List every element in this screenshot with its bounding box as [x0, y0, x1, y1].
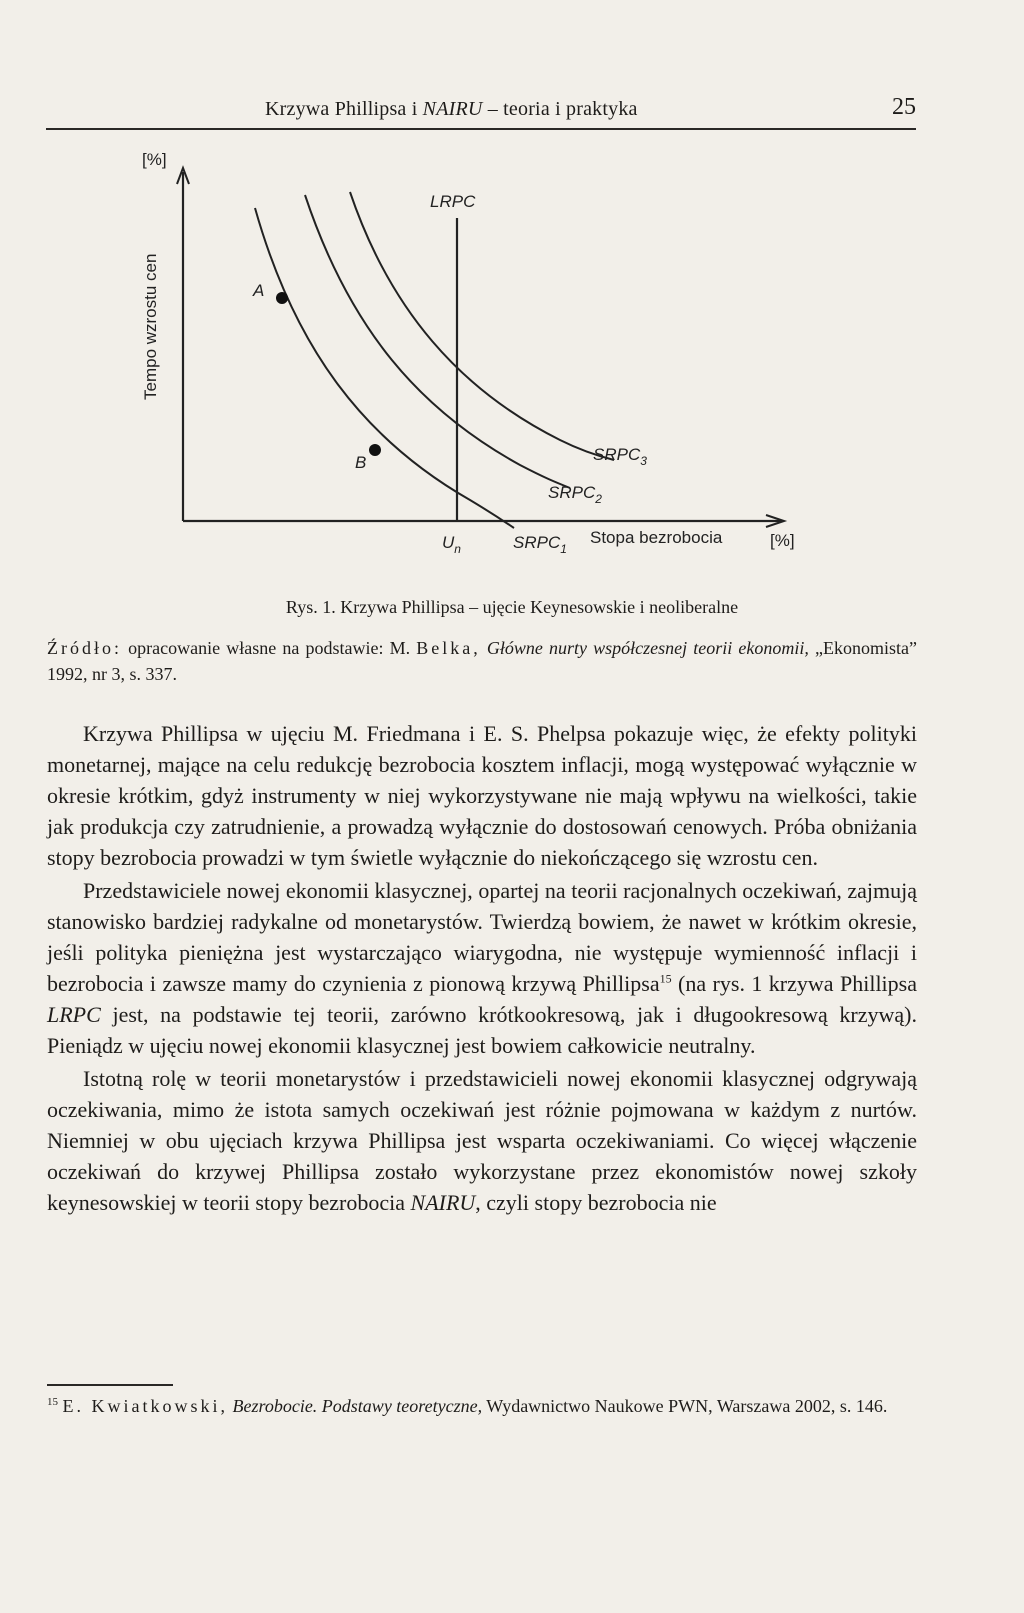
running-title-prefix: Krzywa Phillipsa i: [265, 98, 418, 120]
phillips-curve-figure: [120, 150, 840, 580]
x-axis-label: Stopa bezrobocia: [590, 528, 723, 547]
source-author: Belka,: [416, 638, 481, 658]
running-header: [46, 92, 916, 130]
y-axis-unit: [%]: [142, 150, 167, 169]
running-title-nairu: NAIRU: [422, 98, 483, 120]
point-b-marker: [369, 444, 381, 456]
footnote-author: E. Kwiatkowski,: [62, 1396, 228, 1416]
paragraph-3-part-a: Istotną rolę w teorii monetarystów i przedstawicieli nowej ekonomii klasycznej odgrywają oczekiwania, mimo że istota samych oczekiwań jest różnie pojmowana w każdym z nurtów. Niemniej w obu ujęciach krzywa Phillipsa jest wsparta oczekiwaniami. Co więcej włączenie oczekiwań do krzywej Phillipsa zostało wykorzystane przez ekonomistów nowej szkoły keynesowskiej w teorii stopy bezrobocia: [47, 1066, 917, 1215]
running-title-suffix: – teoria i praktyka: [487, 98, 638, 120]
srpc1-curve: [255, 208, 514, 528]
srpc3-curve: [350, 192, 614, 460]
srpc3-label: $SRPC_3$: [593, 445, 647, 468]
point-b-label: B: [355, 453, 367, 472]
main-text: [47, 718, 917, 1220]
footnote-rule: [47, 1384, 173, 1386]
page-number: 25: [892, 94, 916, 120]
paragraph-2-lrpc: LRPC: [47, 1002, 101, 1027]
footnote-publisher: Wydawnictwo Naukowe PWN, Warszawa 2002, s. 146.: [486, 1396, 888, 1416]
paragraph-2-part-a: Przedstawiciele nowej ekonomii klasycznej, opartej na teorii racjonalnych oczekiwań, zajmują stanowisko bardziej radykalne od monetarystów. Twierdzą bowiem, że nawet w krótkim okresie, jeśli polityka pieniężna jest wystarczająco wiarygodna, nie występuje wymienność inflacji i bezrobocia i zawsze mamy do czynienia z pionową krzywą Phillipsa: [47, 878, 917, 996]
un-label: $U_n$: [442, 533, 461, 556]
source-title: Główne nurty współczesnej teorii ekonomii,: [486, 638, 809, 658]
y-axis-label: Tempo wzrostu cen: [141, 253, 160, 400]
paragraph-1: Krzywa Phillipsa w ujęciu M. Friedmana i E. S. Phelpsa pokazuje więc, że efekty polityki monetarnej, mające na celu redukcję bezrobocia kosztem inflacji, mogą występować wyłącznie w okresie krótkim, gdyż instrumenty w niej wykorzystywane nie mają wpływu na wielkości, takie jak produkcja czy zatrudnienie, a prowadzą wyłącznie do dostosowań cenowych. Próba obniżania stopy bezrobocia prowadzi w tym świetle wyłącznie do niekończącego się wzrostu cen.: [47, 721, 917, 870]
running-title: [265, 98, 638, 121]
footnote-title: Bezrobocie. Podstawy teoretyczne,: [232, 1396, 483, 1416]
figure-caption: Rys. 1. Krzywa Phillipsa – ujęcie Keynesowskie i neoliberalne: [285, 597, 739, 617]
lrpc-label: LRPC: [430, 192, 476, 211]
paragraph-3-part-b: , czyli stopy bezrobocia nie: [475, 1190, 717, 1215]
paragraph-3: [47, 1063, 917, 1218]
srpc2-curve: [305, 195, 570, 488]
source-label: Źródło:: [47, 638, 122, 658]
srpc2-label: $SRPC_2$: [548, 483, 602, 506]
paragraph-3-nairu: NAIRU: [410, 1190, 476, 1215]
paragraph-2-part-b: (na rys. 1 krzywa Phillipsa: [671, 971, 917, 996]
footnote-15: [47, 1393, 917, 1419]
paragraph-2: [47, 875, 917, 1061]
footnote-ref-15: 15: [659, 971, 672, 986]
point-a-marker: [276, 292, 288, 304]
figure-source: [47, 635, 917, 687]
x-axis-unit: [%]: [770, 531, 795, 550]
srpc1-label: $SRPC_1$: [513, 533, 567, 556]
footnote-number: 15: [47, 1396, 58, 1408]
source-publication: „Ekonomista” 1992, nr 3, s. 337.: [47, 638, 918, 684]
point-a-label: A: [253, 281, 265, 300]
phillips-curve-diagram: [120, 150, 840, 580]
paragraph-2-part-c: jest, na podstawie tej teorii, zarówno krótkookresową, jak i długookresową krzywą). Pieniądz w ujęciu nowej ekonomii klasycznej jest bowiem całkowicie neutralny.: [47, 1002, 917, 1058]
source-text: opracowanie własne na podstawie: M.: [128, 638, 411, 658]
